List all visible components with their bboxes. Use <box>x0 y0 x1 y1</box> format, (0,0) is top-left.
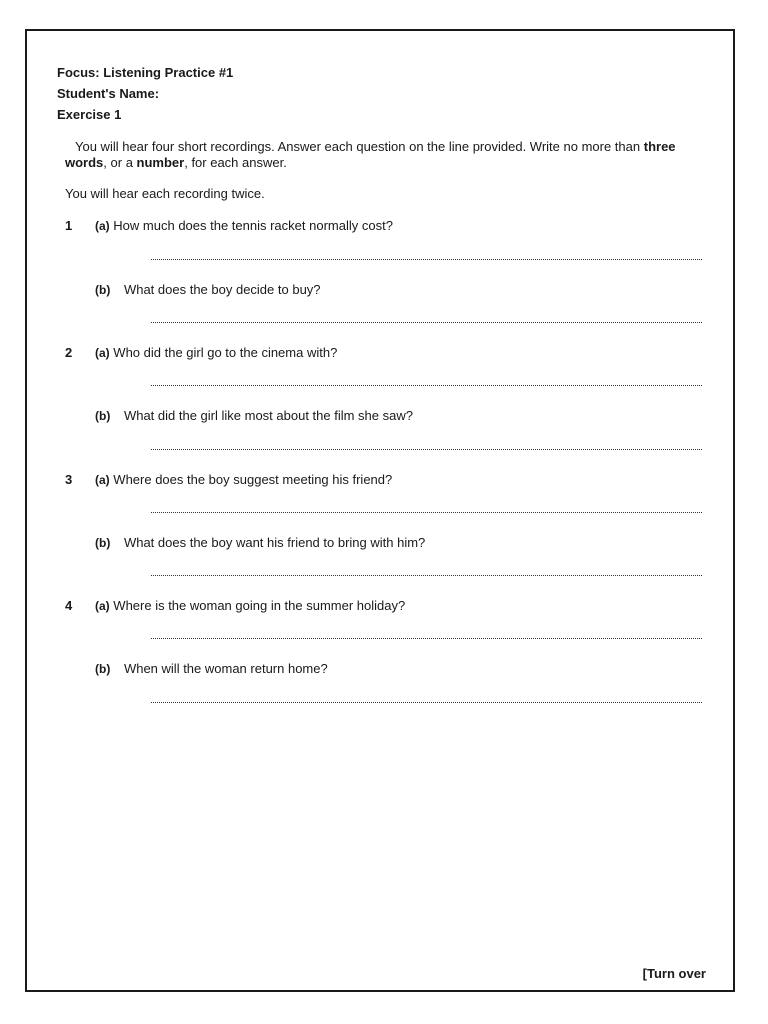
answer-line-3a[interactable] <box>151 512 702 513</box>
focus-title: Focus: Listening Practice #1 <box>57 65 234 80</box>
question-4b <box>95 661 328 676</box>
sub-label: (a) <box>95 346 110 360</box>
answer-line-4b[interactable] <box>151 702 702 703</box>
answer-line-3b[interactable] <box>151 575 702 576</box>
question-text: How much does the tennis racket normally cost? <box>113 218 393 233</box>
turn-over-label: [Turn over <box>642 966 706 981</box>
question-1a <box>95 218 393 233</box>
question-text: What does the boy want his friend to bring with him? <box>123 535 426 550</box>
sub-label: (b) <box>95 283 111 297</box>
question-2b <box>95 408 413 423</box>
question-number: 1 <box>65 218 73 233</box>
exercise-title: Exercise 1 <box>57 107 122 122</box>
instructions-bold-words: three words <box>65 139 676 170</box>
question-number: 2 <box>65 345 73 360</box>
sub-label: (b) <box>95 409 111 423</box>
question-number: 4 <box>65 598 73 613</box>
question-3b <box>95 535 425 550</box>
instructions <box>65 139 705 171</box>
page-border <box>25 29 735 992</box>
answer-line-4a[interactable] <box>151 638 702 639</box>
question-text: What does the boy decide to buy? <box>123 282 321 297</box>
question-text: When will the woman return home? <box>123 661 328 676</box>
question-3a <box>95 472 392 487</box>
answer-line-2b[interactable] <box>151 449 702 450</box>
instructions-repeat: You will hear each recording twice. <box>65 186 265 201</box>
question-text: Who did the girl go to the cinema with? <box>113 345 338 360</box>
instructions-text-1: You will hear four short recordings. Answer each question on the line provided. Write no more than <box>75 139 641 154</box>
question-2a <box>95 345 337 360</box>
instructions-bold-number: number <box>136 155 185 170</box>
sub-label: (a) <box>95 599 110 613</box>
question-number: 3 <box>65 472 73 487</box>
sub-label: (a) <box>95 219 110 233</box>
question-text: What did the girl like most about the film she saw? <box>123 408 413 423</box>
sub-label: (b) <box>95 662 111 676</box>
sub-label: (a) <box>95 473 110 487</box>
instructions-text-3: , for each answer. <box>184 155 287 170</box>
answer-line-2a[interactable] <box>151 385 702 386</box>
question-text: Where is the woman going in the summer holiday? <box>113 598 406 613</box>
student-name-label: Student's Name: <box>57 86 160 101</box>
question-4a <box>95 598 405 613</box>
instructions-text-2: , or a <box>103 155 137 170</box>
answer-line-1a[interactable] <box>151 259 702 260</box>
answer-line-1b[interactable] <box>151 322 702 323</box>
sub-label: (b) <box>95 536 111 550</box>
question-text: Where does the boy suggest meeting his friend? <box>113 472 393 487</box>
question-1b <box>95 282 321 297</box>
